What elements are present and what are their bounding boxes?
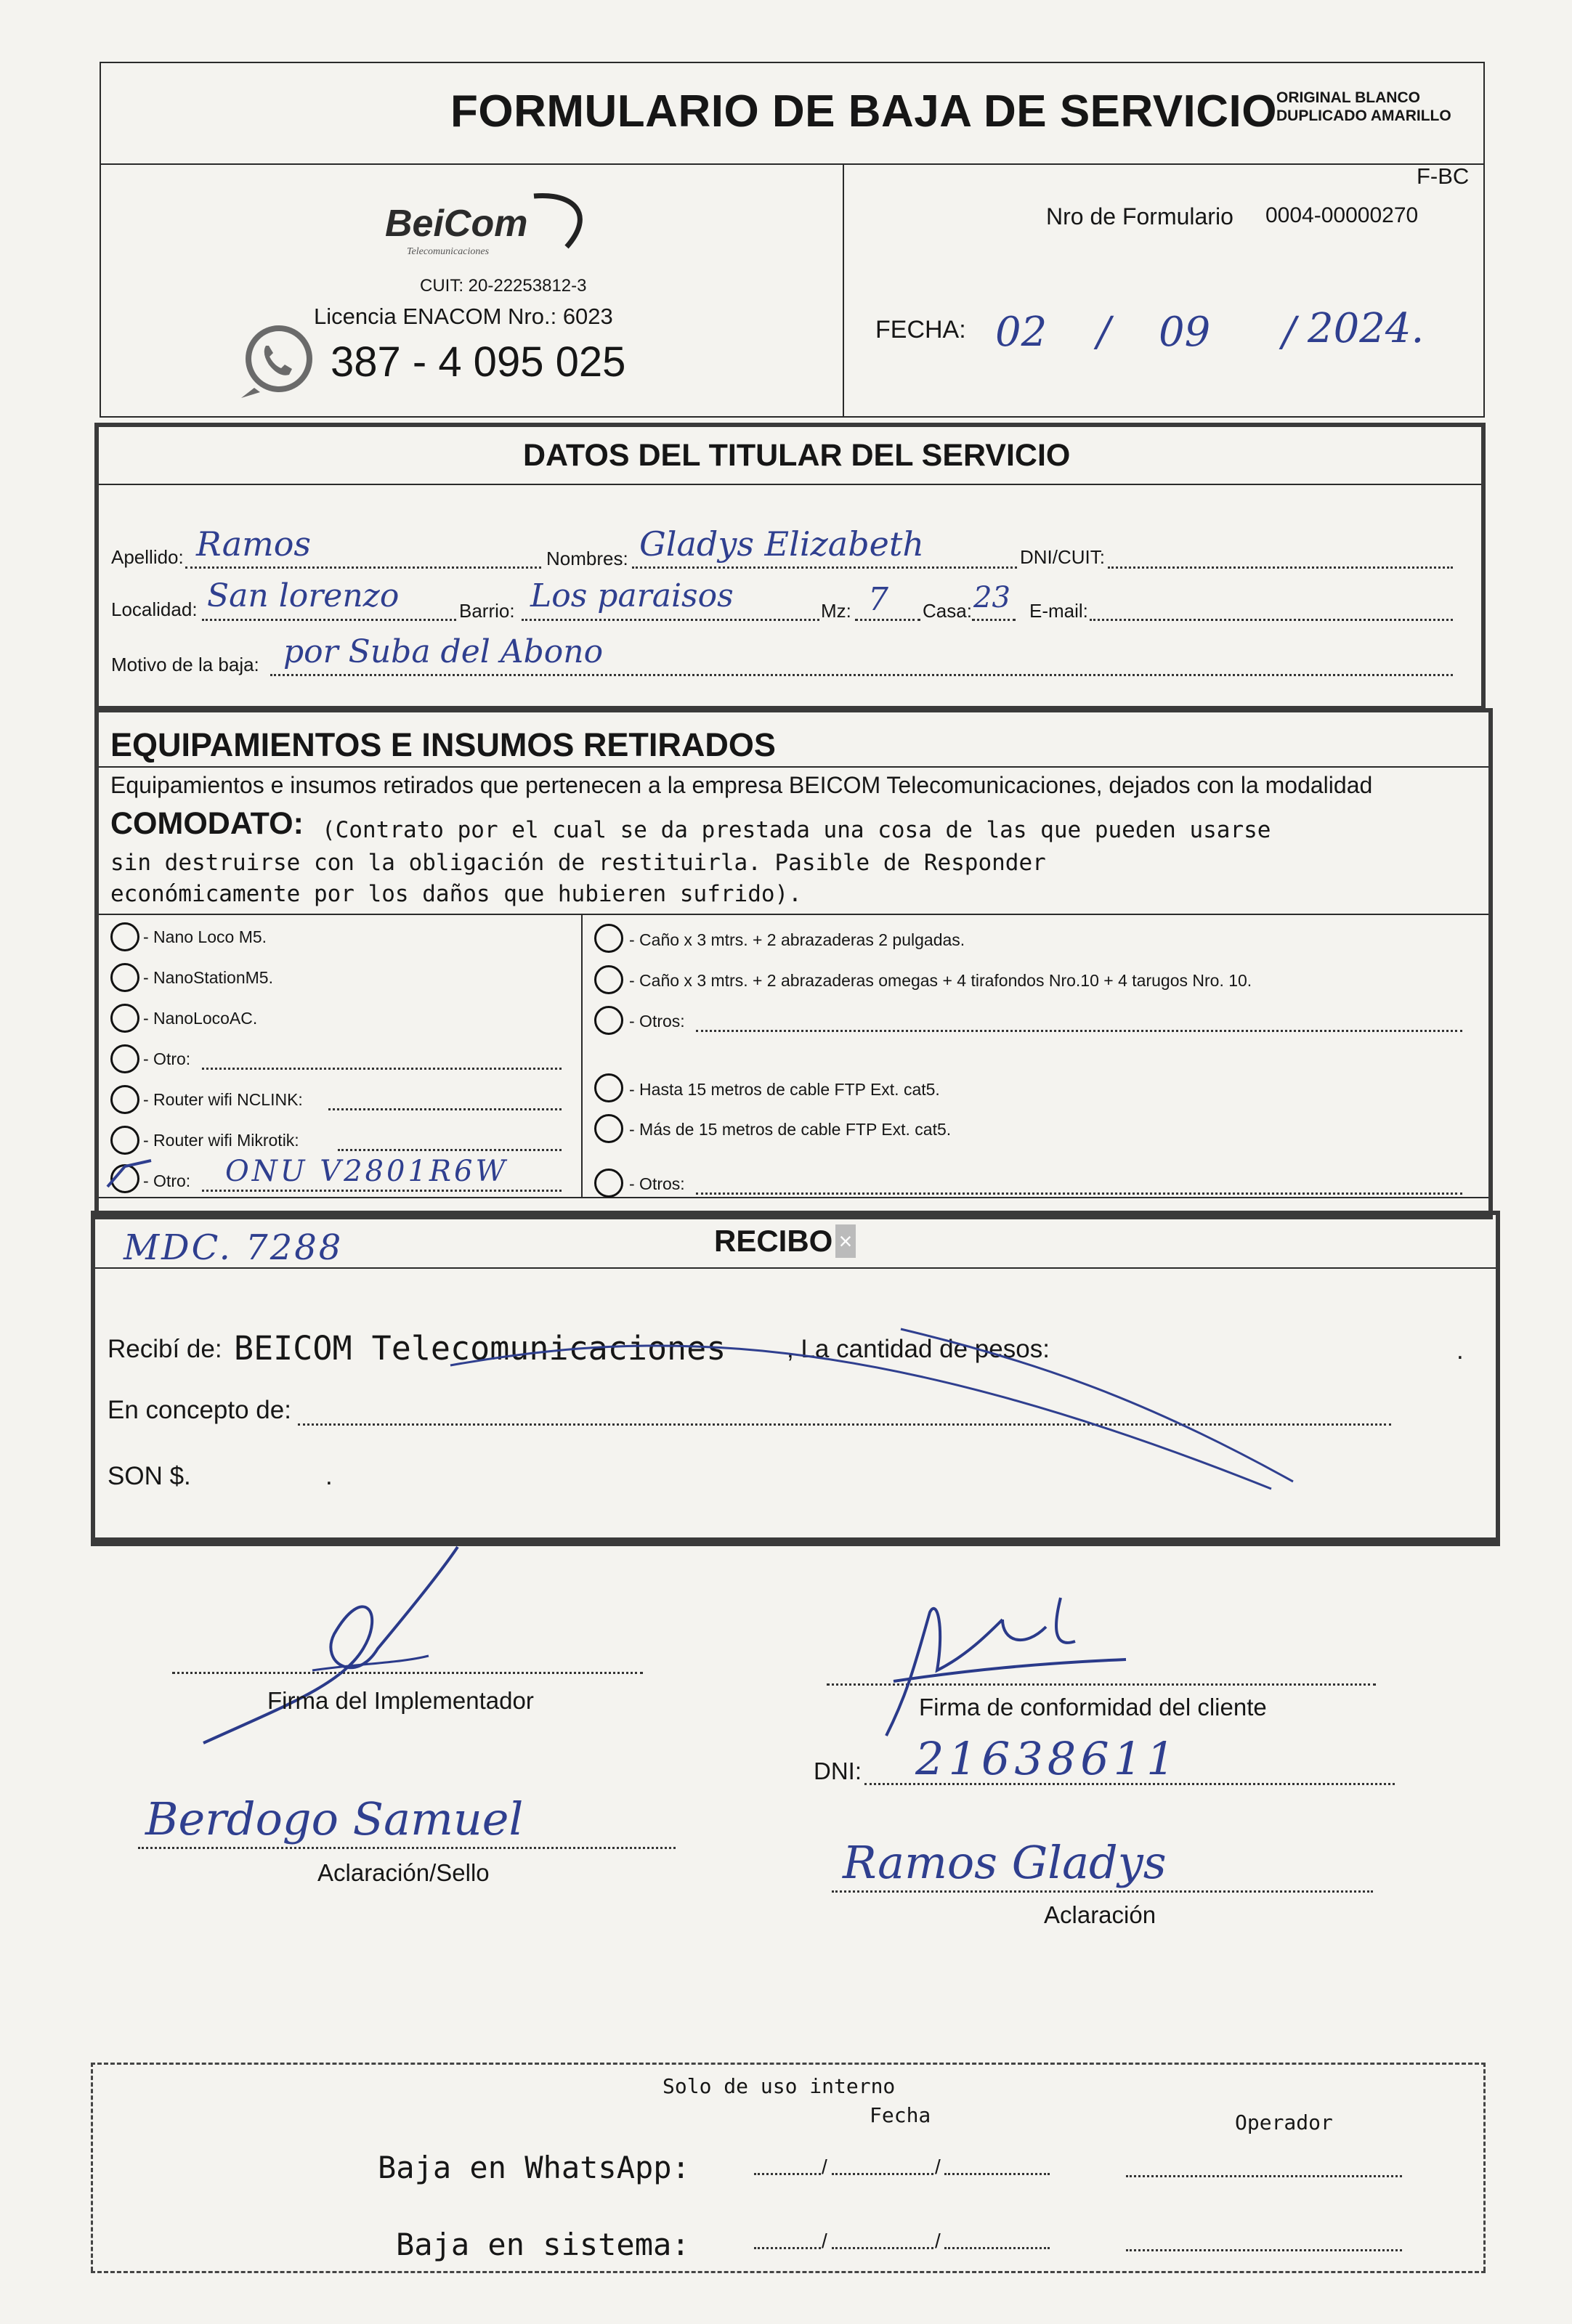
item-otro-2-line [202,1190,562,1192]
internal-bottom-line [91,2271,1486,2273]
nombres-label: Nombres: [546,548,628,569]
aclaracion-sello-label: Aclaración/Sello [317,1859,490,1886]
item-otro-2: - Otro: [143,1171,191,1190]
son-dot: . [325,1462,333,1490]
date-month[interactable]: 09 [1159,309,1211,356]
mz-label: Mz: [821,600,851,622]
internal-fecha-header: Fecha [870,2103,931,2127]
item-otros-line[interactable] [696,1030,1462,1032]
checkbox-otros-2[interactable] [594,1169,623,1198]
barrio-line [522,619,819,621]
date-year[interactable]: 2024. [1308,305,1425,352]
dni-value[interactable]: 21638611 [915,1732,1180,1785]
localidad-label: Localidad: [111,598,198,620]
date-separator: / [1097,309,1111,356]
item-cable-hasta-15: - Hasta 15 metros de cable FTP Ext. cat5. [629,1080,940,1099]
baja-whatsapp-date-month[interactable] [832,2173,933,2175]
logo-wordmark: BeiCom [385,203,528,245]
company-phone: 387 - 4 095 025 [331,338,626,386]
cantidad-dot: . [1456,1336,1464,1365]
recibo-strike-lines [436,1300,1308,1511]
date-slash: / [822,2230,827,2252]
nombres-line [632,566,1017,569]
concepto-label: En concepto de: [108,1396,291,1424]
nombres-field[interactable]: Gladys Elizabeth [639,524,924,564]
checkbox-nanoloco-ac[interactable] [110,1004,139,1033]
date-slash: / [822,2156,827,2178]
implementador-name-line [138,1847,676,1849]
items-column-divider [581,914,583,1197]
item-cano-2-pulgadas: - Caño x 3 mtrs. + 2 abrazaderas 2 pulgadas. [629,930,965,949]
equipment-intro: Equipamientos e insumos retirados que pertenecen a la empresa BEICOM Telecomunicaciones, dejados con la modalidad [110,772,1373,798]
titular-section-title: DATOS DEL TITULAR DEL SERVICIO [523,438,1071,473]
item-router-mikrotik: - Router wifi Mikrotik: [143,1131,299,1150]
apellido-field[interactable]: Ramos [196,524,312,564]
baja-whatsapp-date-day[interactable] [754,2173,821,2175]
company-cuit: CUIT: 20-22253812-3 [420,276,587,296]
implementador-name: Berdogo Samuel [145,1792,524,1845]
company-logo [378,185,588,265]
cliente-name: Ramos Gladys [843,1836,1167,1889]
apellido-line [185,566,541,569]
company-license: Licencia ENACOM Nro.: 6023 [314,304,613,329]
checkbox-cable-mas-15[interactable] [594,1114,623,1143]
barrio-field[interactable]: Los paraisos [530,577,734,614]
email-line[interactable] [1090,619,1453,621]
equipment-title-divider [99,766,1488,768]
internal-title: Solo de uso interno [663,2074,896,2098]
date-separator: / [1282,309,1296,356]
baja-sistema-operador[interactable] [1126,2249,1402,2251]
item-otro: - Otro: [143,1049,191,1068]
casa-line [972,619,1016,621]
localidad-line [202,619,456,621]
item-nanostation-m5: - NanoStationM5. [143,968,273,987]
baja-sistema-date-year[interactable] [944,2247,1050,2249]
dni-cuit-line[interactable] [1108,566,1453,569]
baja-sistema-label: Baja en sistema: [396,2227,690,2262]
form-code: F-BC [1417,163,1470,189]
baja-whatsapp-operador[interactable] [1126,2175,1402,2177]
item-router-nclink-line[interactable] [328,1108,562,1110]
checkbox-cano-2-pulgadas[interactable] [594,924,623,953]
form-title: FORMULARIO DE BAJA DE SERVICIO [450,86,1277,137]
item-otros-2: - Otros: [629,1174,685,1193]
localidad-field[interactable]: San lorenzo [207,577,400,614]
motivo-line [270,674,1453,676]
cliente-name-line [832,1890,1373,1893]
internal-left-line [91,2063,93,2271]
item-cable-mas-15: - Más de 15 metros de cable FTP Ext. cat5. [629,1120,952,1139]
whatsapp-icon [234,318,320,404]
baja-sistema-date-day[interactable] [754,2247,821,2249]
header-divider [100,163,1485,165]
titular-title-divider [99,484,1481,485]
recibo-title: RECIBO [714,1224,833,1258]
motivo-label: Motivo de la baja: [111,654,259,675]
internal-operador-header: Operador [1235,2110,1333,2134]
checkbox-otros[interactable] [594,1006,623,1035]
checkbox-router-nclink[interactable] [110,1085,139,1114]
dni-cuit-label: DNI/CUIT: [1020,546,1105,568]
recibi-label: Recibí de: [108,1335,222,1363]
item-nano-loco-m5: - Nano Loco M5. [143,927,267,946]
form-number-value: 0004-00000270 [1265,203,1419,227]
comodato-text-line1: (Contrato por el cual se da prestada una cosa de las que pueden usarse [322,817,1271,843]
baja-sistema-date-month[interactable] [832,2247,933,2249]
recibi-value: BEICOM Telecomunicaciones [234,1329,726,1368]
date-slash: / [935,2230,941,2252]
checkbox-router-mikrotik[interactable] [110,1126,139,1155]
cliente-label: Firma de conformidad del cliente [919,1694,1267,1720]
cantidad-label: , La cantidad de pesos: [787,1335,1050,1363]
internal-right-line [1483,2063,1486,2271]
checkbox-nano-loco-m5[interactable] [110,922,139,951]
checkbox-otro[interactable] [110,1044,139,1073]
item-cano-omegas: - Caño x 3 mtrs. + 2 abrazaderas omegas + 4 tirafondos Nro.10 + 4 tarugos Nro. 10. [629,971,1252,990]
items-bottom-divider [99,1197,1488,1198]
mz-line [855,619,920,621]
aclaracion-label: Aclaración [1044,1901,1156,1928]
header-vertical-divider [843,163,844,418]
dni-label: DNI: [814,1758,862,1784]
item-otro-2-value[interactable]: ONU V2801R6W [225,1155,509,1188]
date-slash: / [935,2156,941,2178]
item-otro-line[interactable] [202,1068,562,1070]
item-nanoloco-ac: - NanoLocoAC. [143,1009,258,1028]
form-number-label: Nro de Formulario [1046,203,1233,229]
motivo-field[interactable]: por Suba del Abono [283,633,604,670]
casa-field[interactable]: 23 [973,581,1010,614]
implementador-signature [196,1540,487,1750]
checkbox-cable-hasta-15[interactable] [594,1073,623,1102]
comodato-text-line3: económicamente por los daños que hubieren sufrido). [110,881,802,907]
date-label: FECHA: [875,316,966,344]
item-otros-2-line[interactable] [696,1193,1462,1195]
item-router-mikrotik-line[interactable] [338,1149,562,1151]
baja-whatsapp-date-year[interactable] [944,2173,1050,2175]
logo-subtitle: Telecomunicaciones [407,246,490,257]
equipment-section-title: EQUIPAMIENTOS E INSUMOS RETIRADOS [110,726,776,763]
son-label: SON $. [108,1462,191,1490]
copy-note-original: ORIGINAL BLANCO [1276,89,1420,106]
copy-note-duplicate: DUPLICADO AMARILLO [1276,107,1451,124]
item-otros: - Otros: [629,1012,685,1031]
internal-top-line [91,2063,1486,2065]
barrio-label: Barrio: [459,600,515,622]
date-day[interactable]: 02 [995,309,1048,356]
comodato-text-line2: sin destruirse con la obligación de restituirla. Pasible de Responder [110,850,1046,876]
item-router-nclink: - Router wifi NCLINK: [143,1090,303,1109]
baja-whatsapp-label: Baja en WhatsApp: [378,2150,690,2185]
checkbox-cano-omegas[interactable] [594,965,623,994]
mz-field[interactable]: 7 [868,581,888,618]
recibo-close-icon: × [835,1224,856,1258]
casa-label: Casa: [923,600,972,622]
checkbox-nanostation-m5[interactable] [110,963,139,992]
apellido-label: Apellido: [111,546,184,568]
items-top-divider [99,914,1488,915]
recibo-handwritten-ref: MDC. 7288 [123,1227,344,1268]
email-label: E-mail: [1029,600,1088,622]
implementador-label: Firma del Implementador [267,1687,534,1714]
comodato-label: COMODATO: [110,806,304,841]
